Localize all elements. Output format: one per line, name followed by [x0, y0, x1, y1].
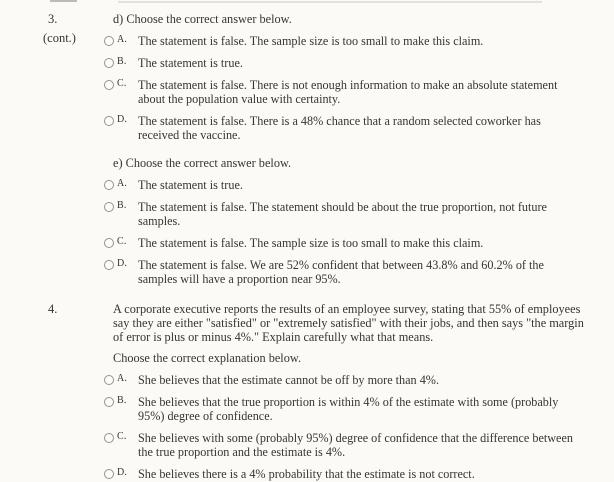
question-4-intro: A corporate executive reports the results of an employee survey, stating that 55% of employees say they are either "satisfied" or "extremely satisfied" with their jobs, and then says "the margin of error is plus or minus 4%." Explain carefully what that means.	[113, 302, 584, 344]
question-3-section	[0, 12, 614, 286]
option-letter: A.	[117, 34, 128, 45]
answer-option-d-a[interactable]	[104, 34, 614, 48]
option-text: The statement is false. There is a 48% chance that a random selected coworker has received the vaccine.	[138, 114, 541, 142]
answer-option-4-c[interactable]	[104, 431, 614, 459]
scan-artifact-dash	[50, 0, 77, 2]
answer-option-d-d[interactable]	[104, 114, 614, 142]
option-letter: D.	[117, 258, 128, 269]
answer-option-4-d[interactable]	[104, 467, 614, 481]
option-text: The statement is false. There is not enough information to make an absolute statement about the population value with certainty.	[138, 78, 558, 106]
question-4-section	[0, 302, 614, 481]
answer-option-d-c[interactable]	[104, 78, 614, 106]
option-letter: C.	[117, 431, 127, 442]
question-number: 4.	[48, 302, 58, 316]
option-text: She believes with some (probably 95%) degree of confidence that the difference between the true proportion and the estimate is 4%.	[138, 431, 573, 459]
answer-option-e-c[interactable]	[104, 236, 614, 250]
question-cont-label: (cont.)	[43, 31, 76, 45]
radio-button[interactable]	[104, 433, 114, 443]
option-letter: C.	[117, 236, 127, 247]
answer-option-4-b[interactable]	[104, 395, 614, 423]
radio-button[interactable]	[104, 238, 114, 248]
radio-button[interactable]	[104, 180, 114, 190]
scan-artifact-streak	[118, 1, 542, 3]
question-number-column	[0, 302, 104, 316]
option-letter: B.	[117, 200, 127, 211]
option-letter: D.	[117, 114, 128, 125]
option-text: The statement is false. The statement should be about the true proportion, not future samples.	[138, 200, 547, 228]
answer-option-4-a[interactable]	[104, 373, 614, 387]
option-letter: A.	[117, 178, 128, 189]
answer-option-e-d[interactable]	[104, 258, 614, 286]
option-text: The statement is false. The sample size is too small to make this claim.	[138, 236, 484, 250]
option-text: She believes that the true proportion is within 4% of the estimate with some (probably 95%) degree of confidence.	[138, 395, 559, 423]
radio-button[interactable]	[104, 36, 114, 46]
radio-button[interactable]	[104, 397, 114, 407]
option-text: The statement is true.	[138, 56, 243, 70]
part-d-prompt: d) Choose the correct answer below.	[113, 12, 292, 26]
option-letter: B.	[117, 395, 127, 406]
answer-option-d-b[interactable]	[104, 56, 614, 70]
part-e-prompt: e) Choose the correct answer below.	[113, 156, 292, 170]
option-letter: D.	[117, 467, 128, 478]
option-letter: C.	[117, 78, 127, 89]
answer-option-e-b[interactable]	[104, 200, 614, 228]
question-number-column	[0, 12, 104, 45]
radio-button[interactable]	[104, 260, 114, 270]
radio-button[interactable]	[104, 116, 114, 126]
option-letter: A.	[117, 373, 128, 384]
option-text: The statement is true.	[138, 178, 243, 192]
question-3-content	[104, 12, 614, 286]
radio-button[interactable]	[104, 202, 114, 212]
question-4-prompt: Choose the correct explanation below.	[113, 351, 302, 365]
radio-button[interactable]	[104, 80, 114, 90]
option-letter: B.	[117, 56, 127, 67]
answer-option-e-a[interactable]	[104, 178, 614, 192]
option-text: The statement is false. The sample size is too small to make this claim.	[138, 34, 484, 48]
radio-button[interactable]	[104, 58, 114, 68]
radio-button[interactable]	[104, 469, 114, 479]
question-number: 3.	[48, 12, 58, 26]
option-text: She believes that the estimate cannot be off by more than 4%.	[138, 373, 439, 387]
question-4-content	[104, 302, 614, 481]
option-text: She believes there is a 4% probability that the estimate is not correct.	[138, 467, 475, 481]
option-text: The statement is false. We are 52% confident that between 43.8% and 60.2% of the samples will have a proportion near 95%.	[138, 258, 544, 286]
radio-button[interactable]	[104, 375, 114, 385]
